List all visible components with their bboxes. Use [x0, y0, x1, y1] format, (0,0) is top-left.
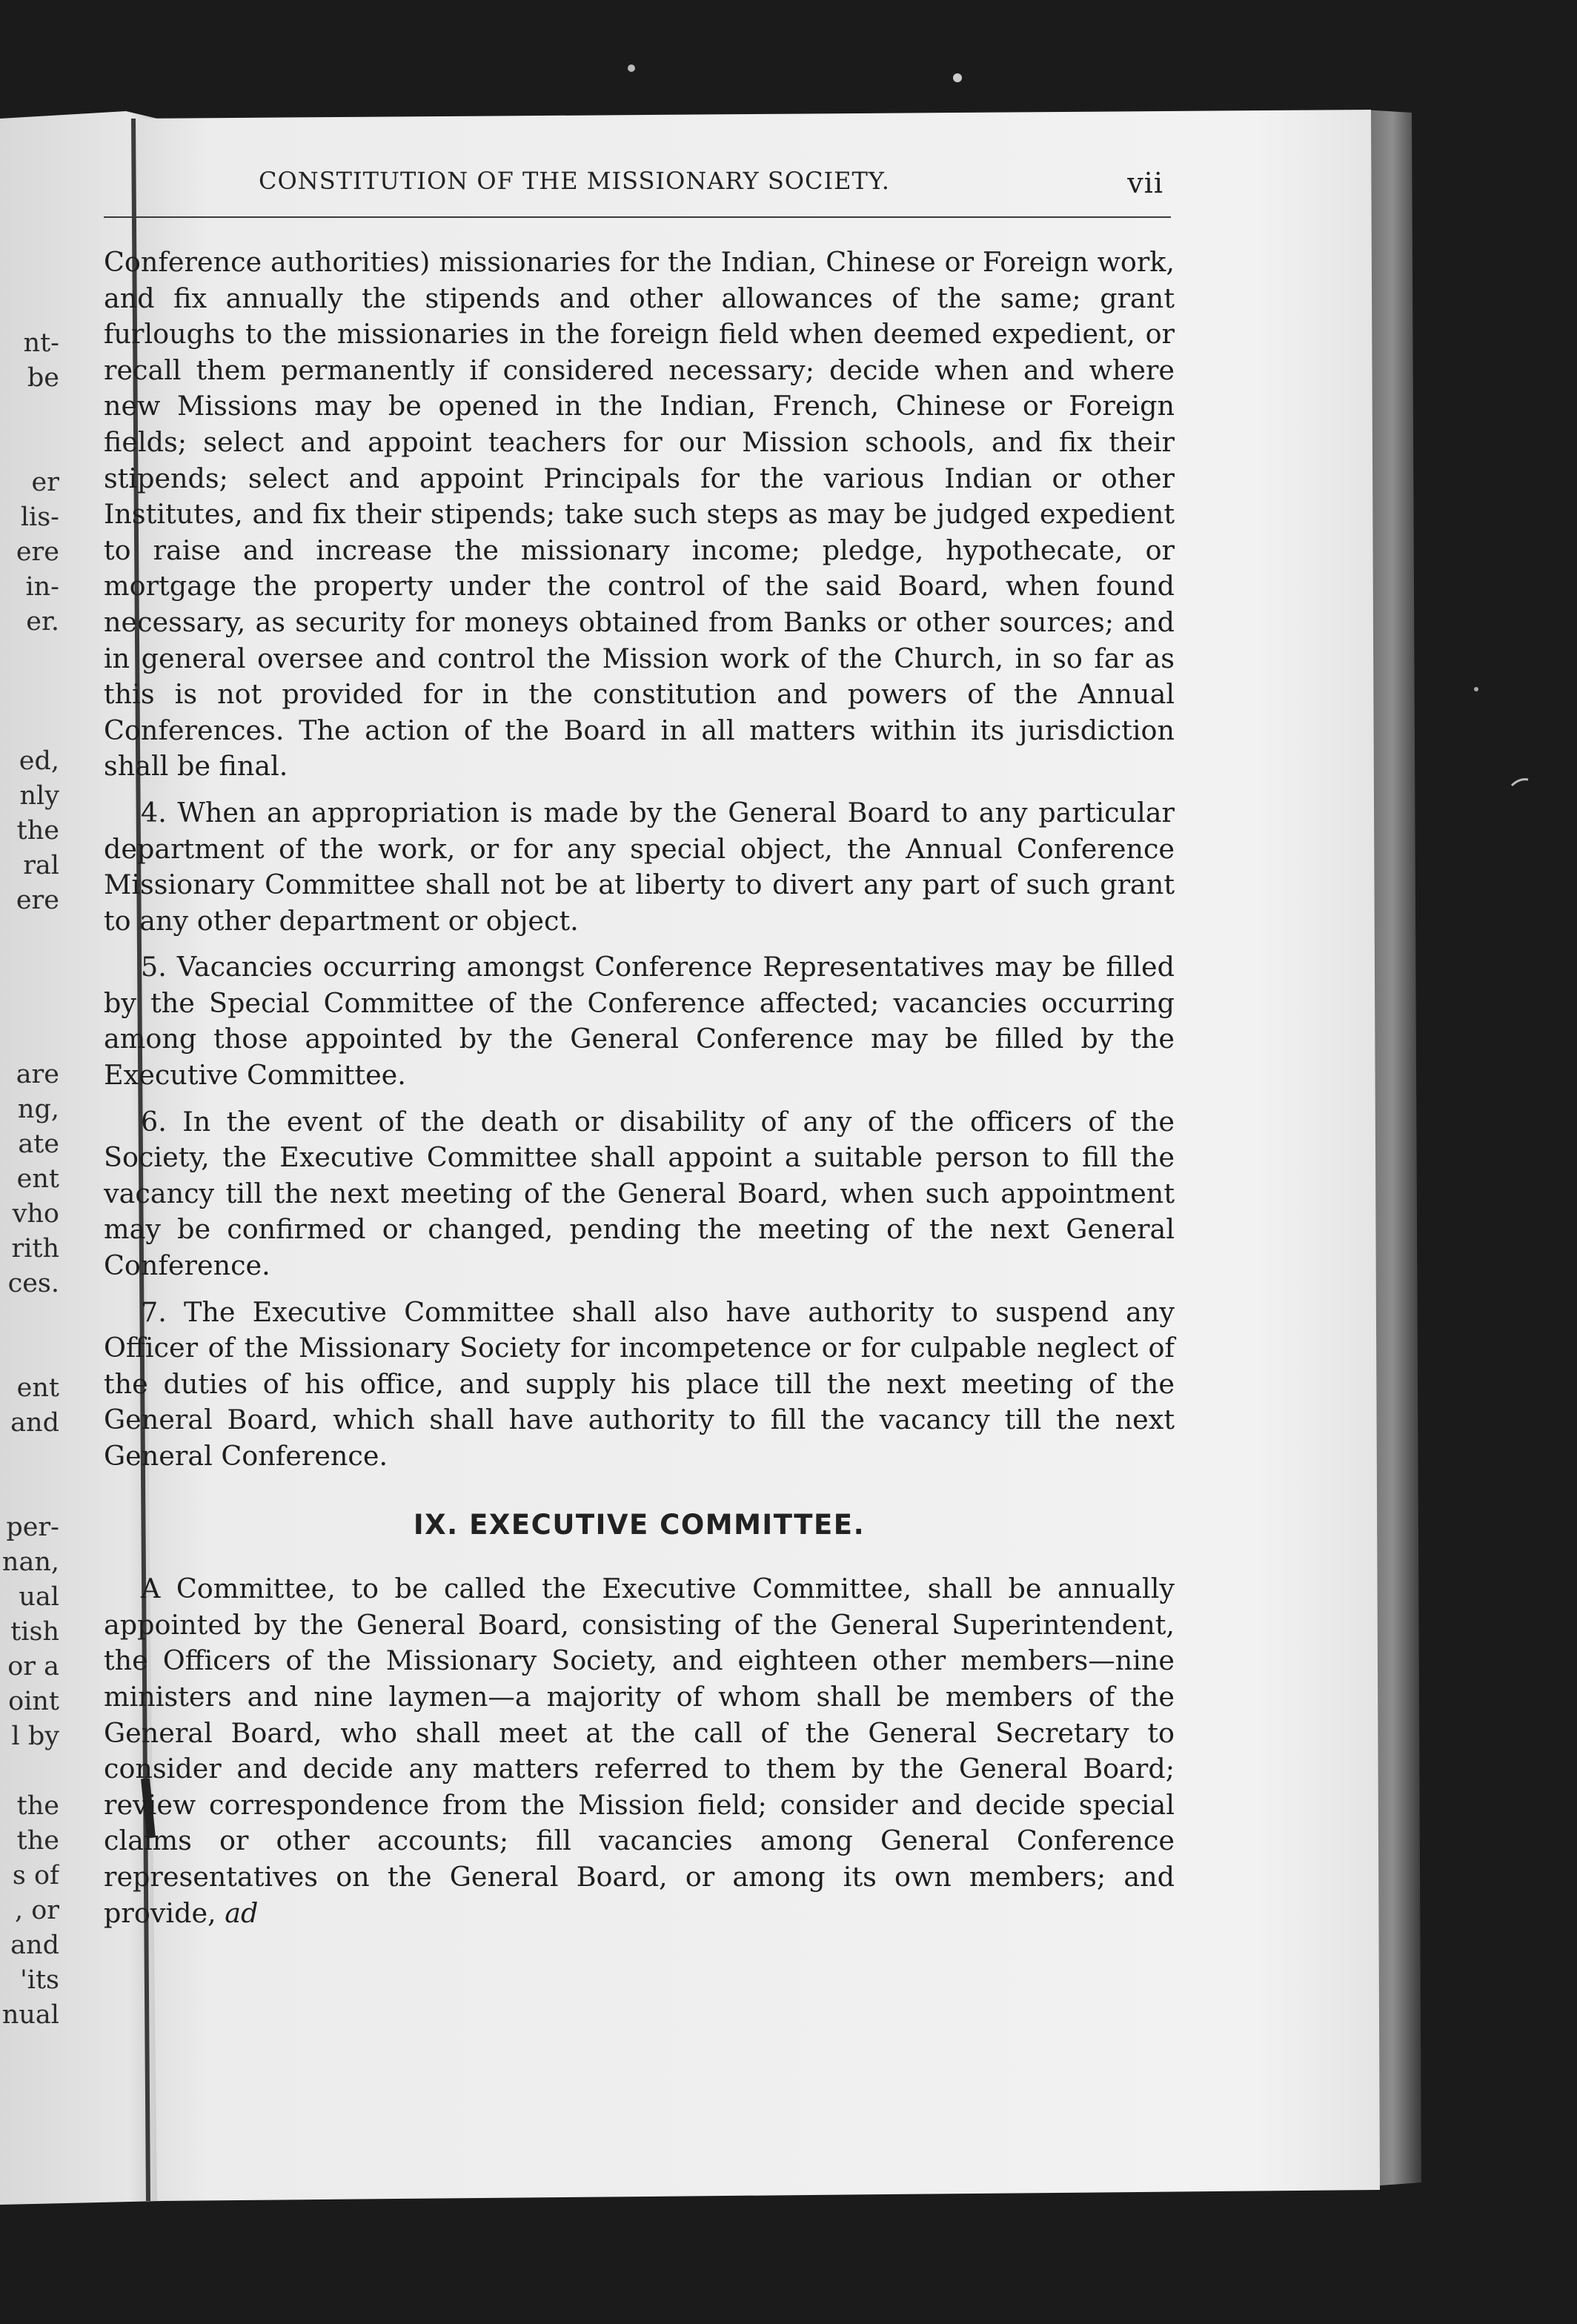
left-fragment-line: ral [23, 851, 59, 880]
left-fragment-line: the [16, 816, 59, 846]
left-fragment-line: and [10, 1408, 59, 1438]
left-fragment-line: or a [7, 1652, 59, 1681]
left-fragment-line: s of [12, 1861, 59, 1890]
left-fragment-line [0, 396, 59, 431]
left-fragment-line: ent [16, 1164, 59, 1194]
left-fragment-line: ces. [7, 1269, 59, 1298]
left-fragment-line: rith [11, 1234, 59, 1264]
left-fragment-line [0, 918, 59, 953]
left-fragment-line: and [10, 1930, 59, 1960]
left-fragment-line: ng, [17, 1095, 59, 1124]
left-fragment-line: ere [16, 537, 59, 567]
executive-committee-text: A Committee, to be called the Executive Committee, shall be annually appointed by the General Board, consisting of the General Superintendent, the Officers of the Missionary Society, and eighteen other members—nine ministers and nine laymen—a majority of whom shall be members of the General Board, who shall meet at the call of the General Secretary to consider and decide any matters referred to them by the General Board; review correspondence from the Mission field; consider and decide special claims or other accounts; fill vacancies among General Conference representatives on the General Board, or among its own members; and provide, [104, 1573, 1175, 1929]
left-fragment-line [0, 953, 59, 988]
left-fragment-line: nan, [1, 1547, 59, 1577]
left-fragment-line: ual [19, 1582, 59, 1612]
left-fragment-line [0, 709, 59, 744]
paragraph-4: 4. When an appropriation is made by the General Board to any particular department of the work, or for any special object, the Annual Conference Missionary Committee shall not be at liberty to divert any part of such grant to any other department or object. [104, 796, 1175, 937]
left-fragment-line [0, 1475, 59, 1510]
left-fragment-line [0, 1336, 59, 1371]
paragraph-7: 7. The Executive Committee shall also have authority to suspend any Officer of the Missionary Society for incompetence or for culpable neglect of the duties of his office, and supply his place till the next meeting of the General Board, which shall have authority to fill the vacancy till the next General Conference. [104, 1295, 1175, 1472]
left-fragment-line: are [16, 1060, 59, 1089]
left-fragment-line: er. [26, 607, 59, 637]
left-fragment-line: tish [10, 1617, 59, 1647]
left-fragment-line: , or [14, 1896, 59, 1925]
paragraph-5: 5. Vacancies occurring amongst Conference Representatives may be filled by the Special Committee of the Conference affected; vacancies occurring among those appointed by the General Conference may be filled by the Executive Committee. [104, 951, 1175, 1092]
section-heading: IX. EXECUTIVE COMMITTEE. [413, 1508, 866, 1541]
left-fragment-line: ed, [19, 746, 59, 776]
left-fragment-line [0, 640, 59, 674]
left-fragment-line: ate [18, 1129, 59, 1159]
left-fragment-line: ere [16, 886, 59, 915]
left-fragment-line: nual [1, 2000, 59, 2030]
continued-paragraph: Conference authorities) missionaries for the Indian, Chinese or Foreign work, and fix annually the stipends and other allowances of the same; grant furloughs to the missionaries in the foreign field when deemed expedient, or recall them permanently if considered necessary; decide when and where new Missions may be opened in the Indian, French, Chinese or Foreign fields; select and appoint teachers for our Mission schools, and fix their stipends; select and appoint Principals for the various Indian or other Institutes, and fix their stipends; take such steps as may be judged expedient to raise and increase the missionary income; pledge, hypothecate, or mortgage the property under the control of the said Board, when found necessary, as security for moneys obtained from Banks or other sources; and in general oversee and control the Mission work of the Church, in so far as this is not provided for in the constitution and powers of the Annual Conferences. The action of the Board in all matters within its jurisdiction shall be final. [104, 246, 1175, 783]
left-fragment-line [0, 988, 59, 1023]
page-body [104, 245, 1175, 1942]
executive-committee-paragraph [104, 1571, 1175, 1931]
left-fragment-line [0, 1441, 59, 1475]
left-fragment-line [0, 1023, 59, 1058]
left-fragment-line [0, 1754, 59, 1789]
paragraph-6: 6. In the event of the death or disability of any of the officers of the Society, the Executive Committee shall appoint a suitable person to fill the vacancy till the next meeting of the General Board, when such appointment may be confirmed or changed, pending the meeting of the next General Conference. [104, 1105, 1175, 1282]
left-fragment-line: vho [12, 1199, 59, 1229]
running-header [96, 167, 1171, 211]
header-rule [104, 216, 1171, 218]
left-fragment-line: ent [16, 1373, 59, 1403]
left-fragment-line: in- [25, 572, 59, 602]
left-fragment-line: be [27, 363, 59, 393]
left-fragment-line [0, 431, 59, 465]
left-fragment-line: the [16, 1826, 59, 1856]
left-fragment-line [0, 674, 59, 709]
left-fragment-line: nly [19, 781, 59, 811]
left-fragment-line: the [16, 1791, 59, 1821]
left-fragment-line: per- [6, 1513, 59, 1542]
running-title: CONSTITUTION OF THE MISSIONARY SOCIETY. [259, 167, 890, 195]
left-fragment-line: l by [11, 1722, 59, 1751]
left-fragment-line: er [31, 468, 59, 497]
left-fragment-line [0, 1301, 59, 1336]
italic-tail: ad [225, 1896, 259, 1929]
left-page-fragments [0, 326, 59, 2033]
page-number: vii [1127, 167, 1163, 199]
left-fragment-line: lis- [20, 502, 59, 532]
left-fragment-line: 'its [20, 1965, 59, 1995]
left-fragment-line: oint [8, 1687, 59, 1716]
left-fragment-line: nt- [23, 328, 59, 358]
